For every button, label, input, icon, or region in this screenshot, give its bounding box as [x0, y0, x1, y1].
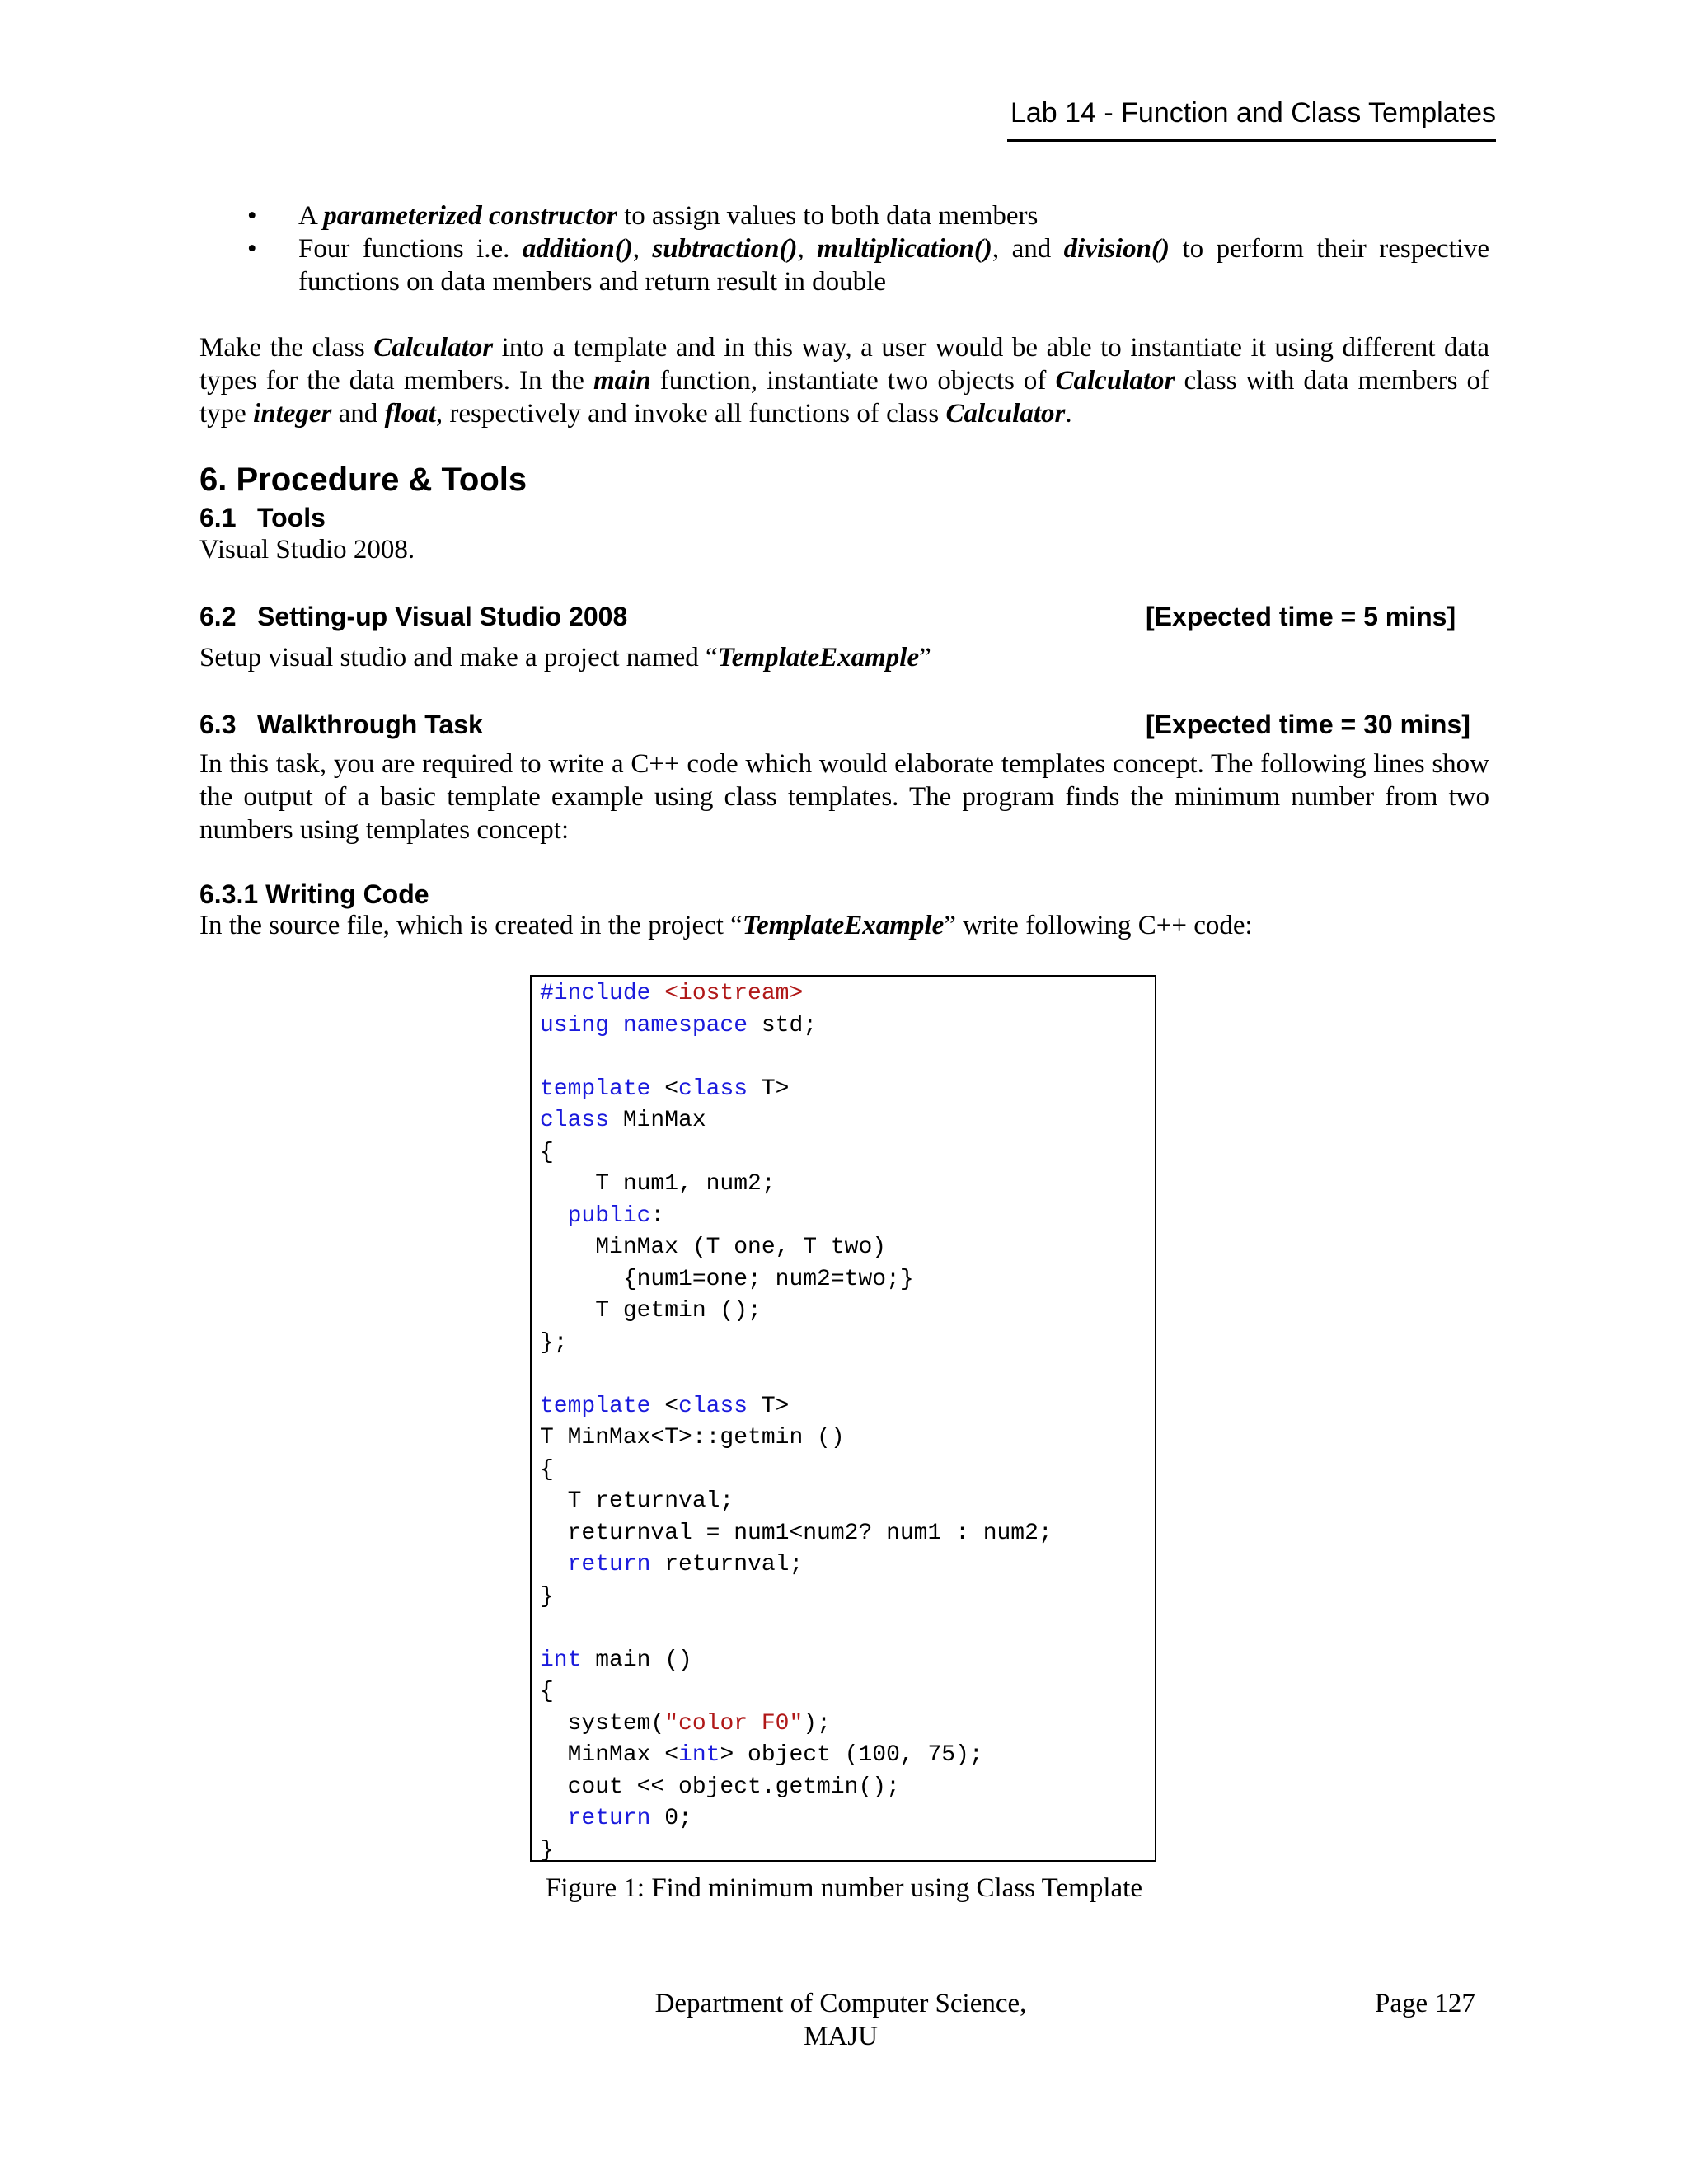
section-heading-6-2: [199, 602, 627, 632]
code-token: return: [540, 1806, 651, 1831]
code-token: 0;: [650, 1806, 692, 1831]
code-figure: [530, 975, 1156, 1862]
text-run: Make the class: [199, 333, 374, 363]
bullet-item: [199, 199, 1489, 232]
emphasis: main: [593, 366, 651, 396]
code-token: class: [678, 1076, 748, 1102]
bullet-text: , and: [992, 234, 1064, 264]
setup-body: [199, 641, 1489, 674]
section-title: Tools: [257, 503, 326, 532]
paragraph-calculator: [199, 331, 1489, 430]
bullet-text: A: [298, 201, 324, 231]
code-line: {num1=one; num2=two;}: [540, 1266, 914, 1292]
bullet-emphasis: addition(): [522, 234, 633, 264]
bullet-dot-icon: •: [247, 201, 257, 231]
code-token: > object (100, 75);: [720, 1742, 983, 1768]
code-token: <: [650, 1076, 679, 1102]
bullet-text: Four functions i.e.: [298, 234, 523, 264]
bullet-item: [199, 232, 1489, 298]
text-run: class with data members of type: [199, 366, 1489, 429]
emphasis: TemplateExample: [717, 643, 920, 673]
text-run: and: [331, 399, 385, 429]
footer-line: MAJU: [804, 2022, 878, 2051]
code-token: MinMax: [609, 1108, 706, 1133]
code-token: T>: [748, 1076, 790, 1102]
bullet-emphasis: parameterized constructor: [323, 201, 617, 231]
code-token: :: [650, 1202, 665, 1229]
figure-caption: Figure 1: Find minimum number using Class Template: [546, 1873, 1142, 1903]
bullet-text: to assign values to both data members: [617, 201, 1039, 231]
code-token: system(: [540, 1710, 665, 1736]
text-run: Setup visual studio and make a project named “: [199, 643, 718, 673]
emphasis: integer: [253, 399, 332, 429]
expected-time-6-2: [Expected time = 5 mins]: [1146, 602, 1456, 631]
code-line: T num1, num2;: [540, 1171, 776, 1197]
code-token: template: [540, 1076, 651, 1102]
code-token: <: [650, 1393, 679, 1419]
section-heading-6-3-1: 6.3.1 Writing Code: [199, 879, 429, 909]
section-heading-6: 6. Procedure & Tools: [199, 462, 528, 498]
bullet-emphasis: multiplication(): [817, 234, 992, 264]
code-token: using namespace: [540, 1012, 748, 1038]
emphasis: TemplateExample: [742, 911, 945, 940]
code-token: int: [540, 1647, 582, 1673]
footer-line: Department of Computer Science,: [654, 1989, 1027, 2018]
code-line: {: [540, 1456, 554, 1483]
footer-department: [577, 1987, 1104, 2053]
emphasis: Calculator: [1055, 366, 1175, 396]
code-listing: [540, 978, 1053, 1862]
section-number: 6.3: [199, 710, 237, 739]
section-number: 6.1: [199, 503, 237, 532]
code-token: "color F0": [664, 1710, 804, 1736]
code-token: #include: [540, 981, 651, 1006]
code-token: <iostream>: [650, 981, 804, 1006]
code-line: returnval = num1<num2? num1 : num2;: [540, 1520, 1053, 1546]
section-heading-6-3: [199, 710, 483, 740]
code-line: T getmin ();: [540, 1298, 762, 1324]
code-token: MinMax <: [540, 1742, 679, 1768]
bullet-text: ,: [632, 234, 653, 264]
text-run: into a template and in this way, a user would be able to instantiate it using different data types for the data members. In the: [199, 333, 1489, 396]
section-title: Setting-up Visual Studio 2008: [257, 602, 628, 631]
expected-time-6-3: [Expected time = 30 mins]: [1146, 710, 1470, 739]
bullet-emphasis: subtraction(): [652, 234, 798, 264]
page-header: Lab 14 - Function and Class Templates: [1007, 97, 1496, 142]
code-line: {: [540, 1139, 554, 1165]
code-line: MinMax (T one, T two): [540, 1235, 887, 1260]
page-number: Page 127: [1375, 1989, 1475, 2018]
section-heading-6-1: [199, 503, 326, 533]
code-line: T MinMax<T>::getmin (): [540, 1425, 845, 1451]
code-token: int: [678, 1742, 720, 1768]
code-line: };: [540, 1329, 568, 1356]
section-number: 6.2: [199, 602, 237, 631]
text-run: ” write following C++ code:: [944, 911, 1253, 940]
bullet-text: to perform their respective functions on data members and return result in double: [298, 234, 1490, 297]
bullet-dot-icon: •: [247, 234, 257, 264]
code-line: T returnval;: [540, 1488, 734, 1514]
code-token: T>: [748, 1393, 790, 1419]
code-token: template: [540, 1393, 651, 1419]
emphasis: Calculator: [373, 333, 494, 363]
code-line: {: [540, 1679, 554, 1704]
text-run: In the source file, which is created in the project “: [199, 911, 743, 940]
bullet-list: [199, 199, 1489, 298]
text-run: function, instantiate two objects of: [650, 366, 1056, 396]
writing-code-body: [199, 909, 1489, 942]
code-token: std;: [748, 1012, 818, 1038]
code-token: return: [540, 1552, 651, 1577]
text-run: , respectively and invoke all functions of class: [435, 399, 946, 429]
code-token: class: [540, 1108, 610, 1133]
code-token: public: [540, 1202, 651, 1229]
code-token: class: [678, 1393, 748, 1419]
emphasis: Calculator: [945, 399, 1066, 429]
walkthrough-body: In this task, you are required to write a C++ code which would elaborate templates concept. The following lines show the output of a basic template example using class templates. The program finds the minimum number from two numbers using templates concept:: [199, 749, 1489, 845]
bullet-text: ,: [797, 234, 818, 264]
code-token: );: [803, 1710, 831, 1736]
section-title: Walkthrough Task: [257, 710, 483, 739]
emphasis: float: [384, 399, 436, 429]
bullet-emphasis: division(): [1063, 234, 1170, 264]
tools-body: Visual Studio 2008.: [199, 535, 415, 565]
text-run: ”: [919, 643, 931, 673]
code-token: main (): [581, 1647, 692, 1673]
code-token: returnval;: [650, 1552, 804, 1577]
code-line: }: [540, 1583, 554, 1610]
code-line: }: [540, 1837, 554, 1862]
text-run: .: [1065, 399, 1072, 429]
code-line: cout << object.getmin();: [540, 1774, 900, 1800]
